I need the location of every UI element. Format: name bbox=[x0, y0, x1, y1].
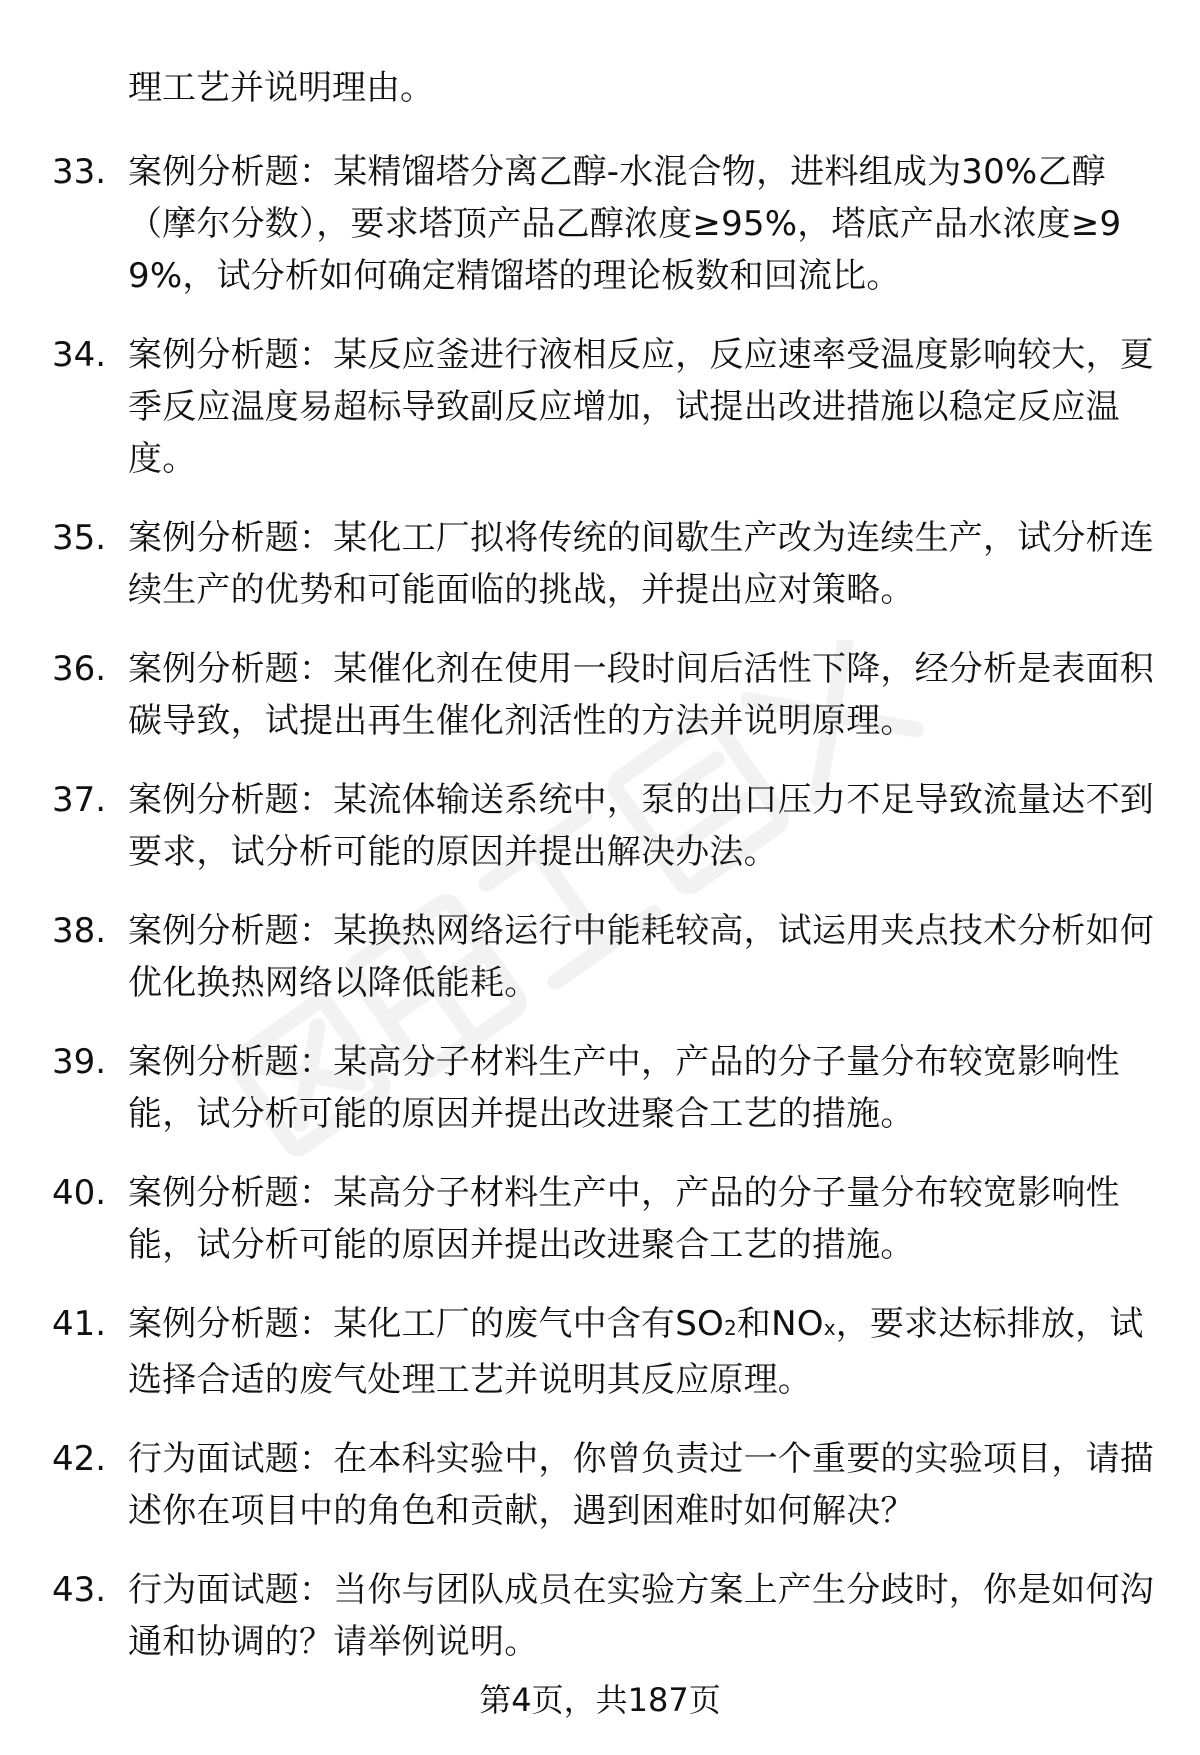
question-number: 34. bbox=[52, 335, 107, 375]
subscript-two: 2 bbox=[723, 1316, 737, 1340]
question-list bbox=[52, 146, 1162, 1695]
question-number: 39. bbox=[52, 1042, 107, 1082]
question-number: 33. bbox=[52, 152, 107, 192]
question-text-part: ，要求达标排放，试选择合适的废气处理工艺并说明其反应原理。 bbox=[128, 1304, 1144, 1400]
question-item bbox=[52, 1036, 1162, 1140]
question-text: 案例分析题：某反应釜进行液相反应，反应速率受温度影响较大，夏季反应温度易超标导致副反应增加，试提出改进措施以稳定反应温度。 bbox=[128, 335, 1154, 479]
question-text: 行为面试题：当你与团队成员在实验方案上产生分歧时，你是如何沟通和协调的？请举例说明。 bbox=[128, 1570, 1154, 1662]
question-item bbox=[52, 1167, 1162, 1271]
question-text: 案例分析题：某流体输送系统中，泵的出口压力不足导致流量达不到要求，试分析可能的原因并提出解决办法。 bbox=[128, 780, 1154, 872]
question-text-part: 和NO bbox=[736, 1304, 824, 1344]
question-item bbox=[52, 643, 1162, 747]
question-text: 案例分析题：某化工厂拟将传统的间歇生产改为连续生产，试分析连续生产的优势和可能面临的挑战，并提出应对策略。 bbox=[128, 518, 1154, 610]
page-footer: 第4页，共187页 bbox=[479, 1681, 721, 1719]
question-number: 38. bbox=[52, 911, 107, 951]
question-item bbox=[52, 512, 1162, 616]
question-text: 行为面试题：在本科实验中，你曾负责过一个重要的实验项目，请描述你在项目中的角色和贡献，遇到困难时如何解决？ bbox=[128, 1439, 1154, 1531]
question-number: 41. bbox=[52, 1304, 107, 1344]
question-item bbox=[52, 146, 1162, 302]
question-item bbox=[52, 1433, 1162, 1537]
question-number: 35. bbox=[52, 518, 107, 558]
question-text: 案例分析题：某高分子材料生产中，产品的分子量分布较宽影响性能，试分析可能的原因并提出改进聚合工艺的措施。 bbox=[128, 1042, 1120, 1134]
question-text: 案例分析题：某精馏塔分离乙醇-水混合物，进料组成为30%乙醇（摩尔分数），要求塔顶产品乙醇浓度≥95%，塔底产品水浓度≥99%，试分析如何确定精馏塔的理论板数和回流比。 bbox=[128, 152, 1122, 296]
question-number: 37. bbox=[52, 780, 107, 820]
question-text-part: 案例分析题：某化工厂的废气中含有SO bbox=[128, 1304, 724, 1344]
question-item bbox=[52, 1298, 1162, 1406]
question-item bbox=[52, 774, 1162, 878]
question-number: 43. bbox=[52, 1570, 107, 1610]
question-text: 案例分析题：某催化剂在使用一段时间后活性下降，经分析是表面积碳导致，试提出再生催化剂活性的方法并说明原理。 bbox=[128, 649, 1154, 741]
question-number: 40. bbox=[52, 1173, 107, 1213]
question-item bbox=[52, 1564, 1162, 1668]
question-number: 42. bbox=[52, 1439, 107, 1479]
question-item bbox=[52, 905, 1162, 1009]
continuation-text: 理工艺并说明理由。 bbox=[128, 68, 434, 108]
question-number: 36. bbox=[52, 649, 107, 689]
question-item bbox=[52, 329, 1162, 485]
question-text: 案例分析题：某换热网络运行中能耗较高，试运用夹点技术分析如何优化换热网络以降低能耗。 bbox=[128, 911, 1154, 1003]
question-text bbox=[128, 1298, 1162, 1406]
subscript-x: x bbox=[823, 1316, 836, 1340]
question-text: 案例分析题：某高分子材料生产中，产品的分子量分布较宽影响性能，试分析可能的原因并提出改进聚合工艺的措施。 bbox=[128, 1173, 1120, 1265]
